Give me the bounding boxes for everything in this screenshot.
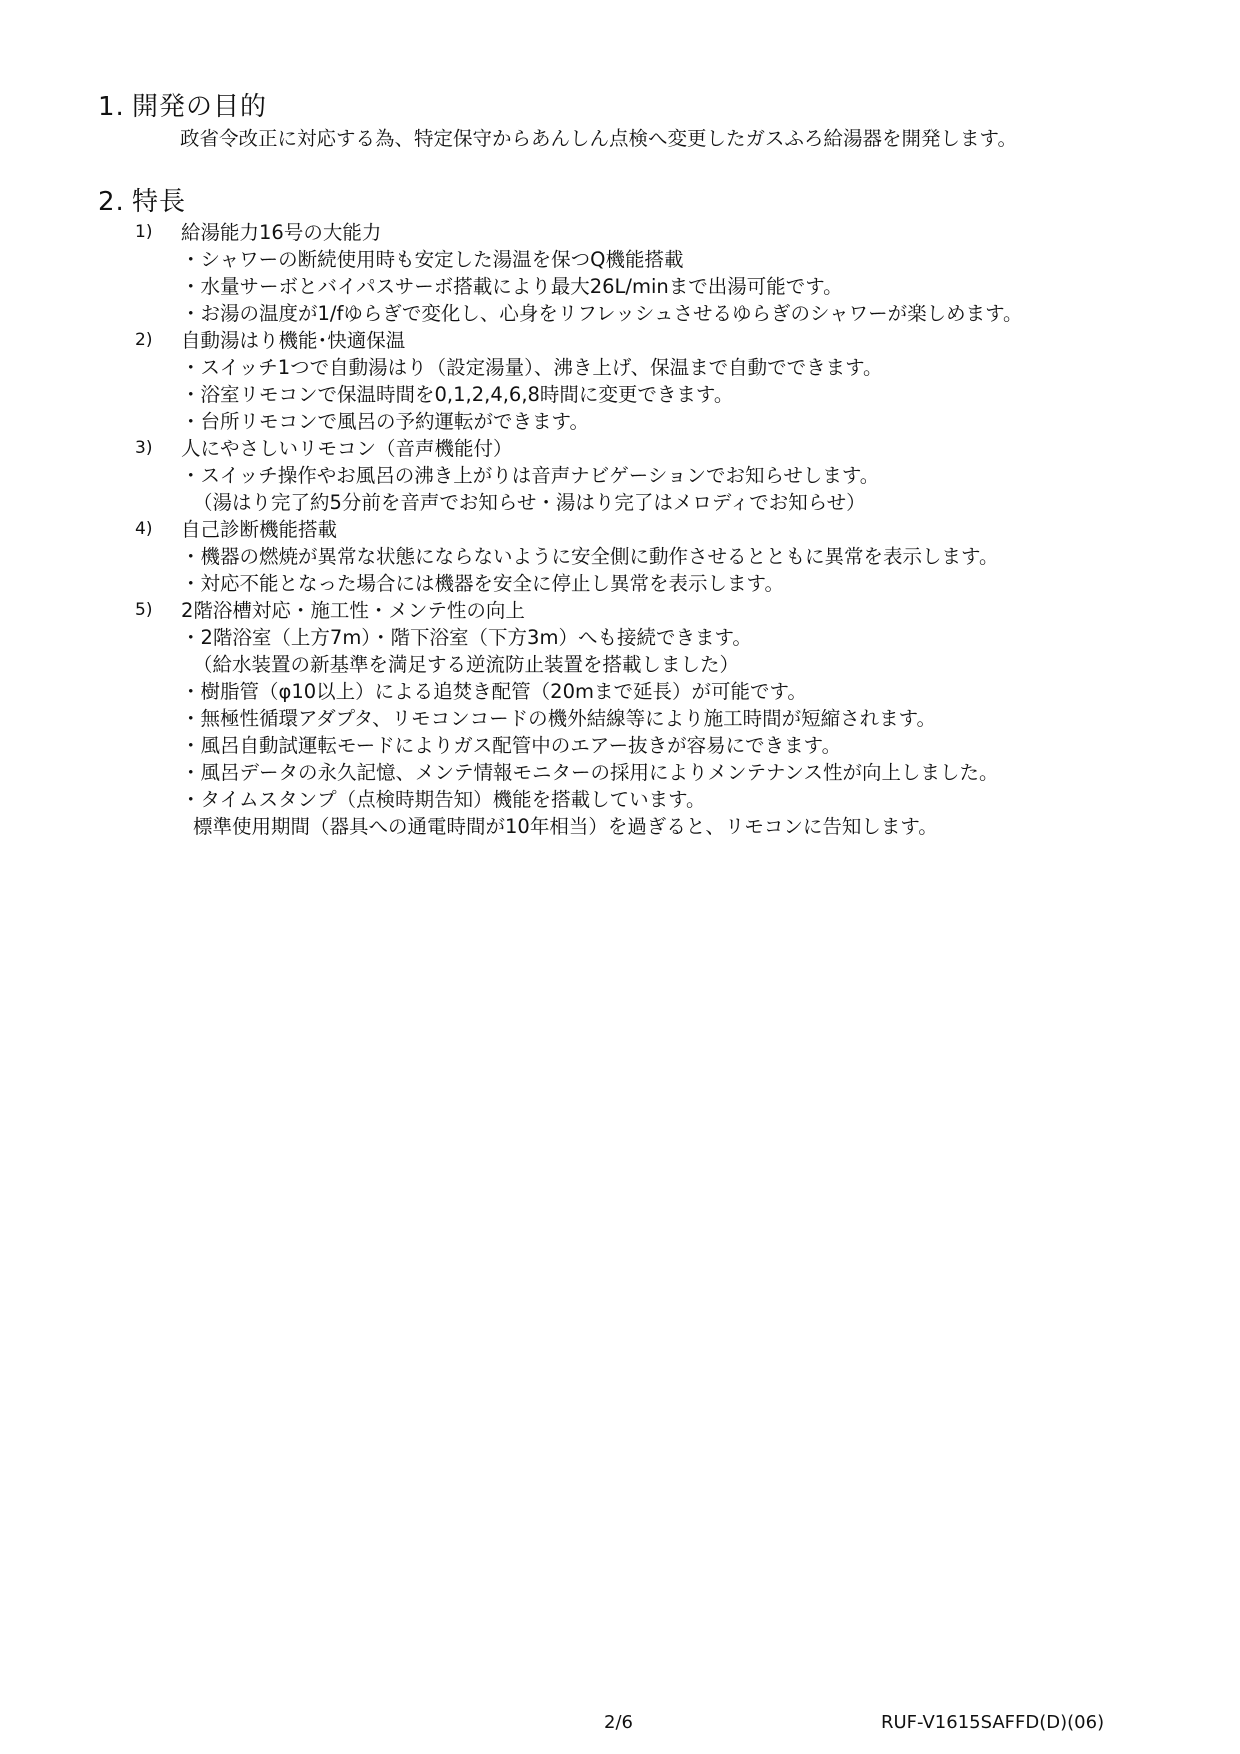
feature-item (0, 597, 1240, 840)
feature-line: ・タイムスタンプ（点検時期告知）機能を搭載しています。 (181, 788, 706, 811)
feature-heading (0, 597, 1240, 624)
feature-line: ・風呂データの永久記憶、メンテ情報モニターの採用によりメンテナンス性が向上しました。 (181, 761, 999, 784)
feature-title: 給湯能力16号の大能力 (181, 221, 382, 244)
feature-item (0, 516, 1240, 597)
feature-line: ・機器の燃焼が異常な状態にならないように安全側に動作させるとともに異常を表示します。 (181, 545, 999, 568)
feature-title: 自己診断機能搭載 (181, 518, 338, 541)
feature-line: ・お湯の温度が1/fゆらぎで変化し、心身をリフレッシュさせるゆらぎのシャワーが楽しめます。 (181, 302, 1023, 325)
purpose-text: 政省令改正に対応する為、特定保守からあんしん点検へ変更したガスふろ給湯器を開発します。 (180, 127, 1017, 150)
feature-number: 1) (135, 222, 153, 242)
section-title: 特長 (132, 187, 187, 217)
section-heading-purpose (98, 91, 267, 123)
feature-item (0, 219, 1240, 327)
feature-line: ・スイッチ操作やお風呂の沸き上がりは音声ナビゲーションでお知らせします。 (181, 464, 880, 487)
feature-list (0, 219, 1240, 840)
feature-line: ・2階浴室（上方7m）・階下浴室（下方3m）へも接続できます。 (181, 626, 752, 649)
feature-line: ・風呂自動試運転モードによりガス配管中のエアー抜きが容易にできます。 (181, 734, 842, 757)
feature-number: 2) (135, 330, 153, 350)
feature-line: ・スイッチ1つで自動湯はり（設定湯量）、沸き上げ、保温まで自動でできます。 (181, 356, 883, 379)
feature-title: 自動湯はり機能･快適保温 (181, 329, 406, 352)
feature-number: 4) (135, 519, 153, 539)
document-code: RUF-V1615SAFFD(D)(06) (881, 1712, 1105, 1733)
feature-heading (0, 435, 1240, 462)
section-title: 開発の目的 (132, 92, 268, 122)
feature-note: （給水装置の新基準を満足する逆流防止装置を搭載しました） (193, 653, 740, 676)
section-number: 1. (98, 92, 125, 122)
feature-number: 3) (135, 438, 153, 458)
feature-line: ・水量サーボとバイパスサーボ搭載により最大26L/minまで出湯可能です。 (181, 275, 843, 298)
feature-title: 人にやさしいリモコン（音声機能付） (181, 437, 513, 460)
feature-item (0, 327, 1240, 435)
feature-note: （湯はり完了約5分前を音声でお知らせ・湯はり完了はメロディでお知らせ） (193, 491, 866, 514)
feature-line: ・対応不能となった場合には機器を安全に停止し異常を表示します。 (181, 572, 784, 595)
feature-item (0, 435, 1240, 516)
feature-heading (0, 327, 1240, 354)
feature-line: ・無極性循環アダプタ、リモコンコードの機外結線等により施工時間が短縮されます。 (181, 707, 937, 730)
feature-heading (0, 516, 1240, 543)
feature-line: ・シャワーの断続使用時も安定した湯温を保つQ機能搭載 (181, 248, 684, 271)
feature-title: 2階浴槽対応・施工性・メンテ性の向上 (181, 599, 525, 622)
feature-line: ・浴室リモコンで保温時間を0,1,2,4,6,8時間に変更できます。 (181, 383, 734, 406)
feature-number: 5) (135, 600, 153, 620)
page-number: 2/6 (604, 1712, 633, 1733)
feature-line: ・台所リモコンで風呂の予約運転ができます。 (181, 410, 589, 433)
feature-heading (0, 219, 1240, 246)
feature-note: 標準使用期間（器具への通電時間が10年相当）を過ぎると、リモコンに告知します。 (193, 815, 938, 838)
section-heading-features (98, 186, 186, 218)
section-number: 2. (98, 187, 125, 217)
feature-line: ・樹脂管（φ10以上）による追焚き配管（20mまで延長）が可能です。 (181, 680, 807, 703)
